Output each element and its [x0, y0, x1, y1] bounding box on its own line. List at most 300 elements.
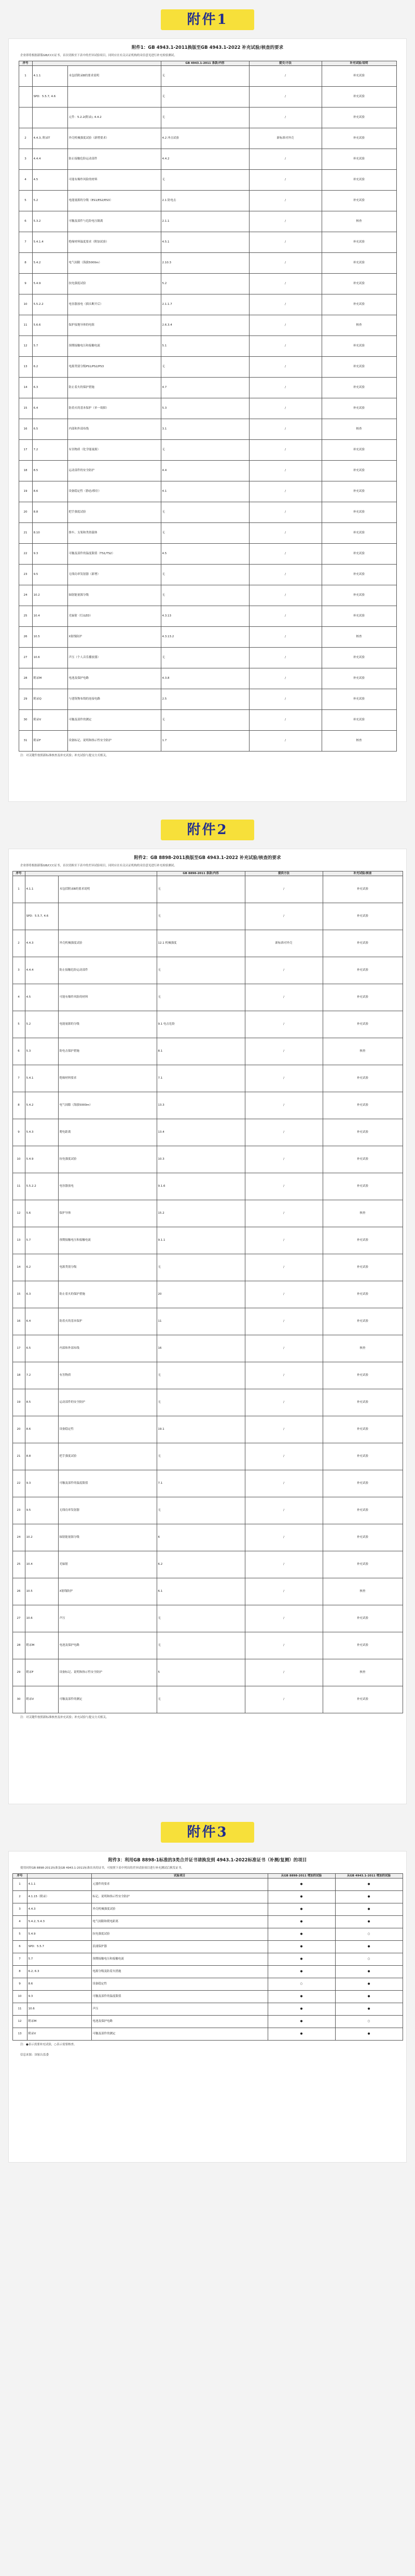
appendix1-header-1	[32, 61, 161, 66]
row-number: 19	[19, 481, 32, 502]
action: 补充试验	[322, 274, 396, 294]
old-clause: 无	[161, 648, 249, 668]
appendix1-header-5: 补充试验/说明	[322, 61, 396, 66]
old-clause: 无	[157, 876, 245, 903]
from-gb8898-mark: ●	[268, 1966, 335, 1978]
new-content: 预期接触电压和接触电流	[58, 1227, 157, 1254]
new-content: 抗电强度试验	[58, 1146, 157, 1173]
method: /	[245, 957, 323, 984]
new-clause: 8.8	[32, 502, 67, 523]
new-content: 电气间隙（海拔5000m）	[58, 1092, 157, 1119]
new-clause: 4.1.1	[32, 66, 67, 87]
new-content: 抗电强度试验	[67, 274, 161, 294]
action: 补充试验	[322, 523, 396, 544]
new-content: 设备稳定性	[58, 1416, 157, 1443]
action: 补充试验	[323, 1227, 403, 1254]
new-clause: 6.5	[25, 1335, 58, 1362]
method: /	[249, 544, 322, 565]
row-number: 12	[12, 1200, 25, 1227]
clause: 5.4.2, 5.4.3	[27, 1916, 91, 1928]
old-clause: 无	[161, 565, 249, 585]
row-number: 1	[12, 1879, 27, 1891]
table-row	[12, 1916, 403, 1928]
new-content	[67, 87, 161, 108]
from-gb4943-mark: ●	[335, 1879, 403, 1891]
row-number: 9	[12, 1978, 27, 1991]
new-clause: 6.4	[25, 1308, 58, 1335]
clause: 5.4.9	[27, 1928, 91, 1941]
row-number: 29	[12, 1659, 25, 1686]
row-number: 21	[19, 523, 32, 544]
action: 补充试验	[322, 336, 396, 357]
old-clause: 无	[157, 1443, 245, 1470]
old-clause: 4.5	[161, 544, 249, 565]
method: /	[249, 648, 322, 668]
appendix3-header-4: 从GB 8898-2011 增加的试验	[268, 1873, 335, 1879]
method: /	[249, 398, 322, 419]
action: 补充试验	[323, 1686, 403, 1713]
row-number: 14	[12, 1254, 25, 1281]
table-row	[12, 1928, 403, 1941]
row-number: 21	[12, 1443, 25, 1470]
new-clause: 5.4.1.4	[32, 232, 67, 253]
old-clause: 4.3.8	[161, 668, 249, 689]
old-clause: 9.1 电击危险	[157, 1011, 245, 1038]
method: /	[245, 1308, 323, 1335]
test-item: 声压	[91, 2003, 268, 2016]
row-number: 11	[12, 1173, 25, 1200]
new-clause: 8.6	[25, 1416, 58, 1443]
new-clause: 8.5	[32, 461, 67, 481]
table-row	[12, 1941, 403, 1953]
method: /	[245, 1146, 323, 1173]
row-number: 9	[12, 1119, 25, 1146]
method: /	[249, 710, 322, 731]
old-clause: 5.3	[161, 398, 249, 419]
appendix-3-source: 信息来源：国家认监委	[20, 2054, 49, 2057]
table-row	[19, 274, 396, 294]
table-row	[12, 1173, 403, 1200]
old-clause: 无	[161, 585, 249, 606]
new-content: 可触及部件与危险电压隔离	[67, 211, 161, 232]
appendix-2-title: 附件2：GB 8898-2011换版至GB 4943.1-2022 补充试验/核查的要求	[134, 855, 281, 861]
old-clause: 6.1	[157, 1578, 245, 1605]
row-number: 30	[19, 710, 32, 731]
new-clause: 6.2	[25, 1254, 58, 1281]
new-content: 无线功率发射器（新增）	[67, 565, 161, 585]
table-row	[12, 1281, 403, 1308]
action: 补充试验	[323, 1119, 403, 1146]
new-content: 电源类别分级	[58, 1254, 157, 1281]
row-number: 25	[12, 1551, 25, 1578]
method: /	[245, 1524, 323, 1551]
method: /	[249, 523, 322, 544]
row-number: 15	[19, 398, 32, 419]
new-clause: 4.1.1	[25, 876, 58, 903]
clause: 4.4.3	[27, 1903, 91, 1916]
action: 补充试验	[323, 1551, 403, 1578]
table-row	[12, 2016, 403, 2028]
method: /	[249, 315, 322, 336]
clause: 附录V	[27, 2028, 91, 2041]
method: /	[249, 191, 322, 211]
new-clause: 6.4	[32, 398, 67, 419]
table-row	[12, 1686, 403, 1713]
row-number: 26	[19, 627, 32, 648]
old-clause: 8.1	[157, 1038, 245, 1065]
table-row	[19, 710, 396, 731]
clause: 10.6	[27, 2003, 91, 2016]
new-content: 声压（个人音乐播放器）	[67, 648, 161, 668]
new-content: 电能量源的分级（ES1/ES2/ES3）	[67, 191, 161, 211]
row-number: 4	[12, 984, 25, 1011]
new-clause: 4.4.3, 附录T	[32, 128, 67, 149]
method: /	[245, 1362, 323, 1389]
method: /	[245, 1281, 323, 1308]
appendix1-header-4: 提交/方法	[249, 61, 322, 66]
row-number: 28	[19, 668, 32, 689]
test-item: 预期接触电压和接触电流	[91, 1953, 268, 1966]
new-content: 电容器放电（插头断开后）	[67, 294, 161, 315]
table-row	[12, 1903, 403, 1916]
method: /	[245, 1443, 323, 1470]
row-number: 6	[12, 1941, 27, 1953]
from-gb8898-mark: ●	[268, 2016, 335, 2028]
old-clause: 15.2	[157, 1200, 245, 1227]
method: /	[249, 66, 322, 87]
action: 补充试验	[323, 1443, 403, 1470]
action: 补充试验	[322, 108, 396, 128]
appendix-2-section	[0, 810, 415, 1813]
row-number: 13	[19, 357, 32, 378]
row-number: 27	[19, 648, 32, 668]
from-gb4943-mark: ●	[335, 1978, 403, 1991]
table-row	[12, 1953, 403, 1966]
row-number: 9	[19, 274, 32, 294]
row-number: 11	[12, 2003, 27, 2016]
appendix-1-card	[8, 38, 407, 802]
table-row	[12, 1092, 403, 1119]
new-content: 光辐射	[58, 1551, 157, 1578]
from-gb8898-mark: ●	[268, 1928, 335, 1941]
table-row	[12, 984, 403, 1011]
old-clause: 无	[157, 1605, 245, 1632]
row-number: 13	[12, 2028, 27, 2041]
old-clause: 6.2	[157, 1551, 245, 1578]
new-clause: 5.7	[25, 1227, 58, 1254]
action: 补充试验	[322, 294, 396, 315]
table-row	[19, 398, 396, 419]
table-row	[12, 1146, 403, 1173]
row-number: 2	[12, 1891, 27, 1903]
old-clause: 5	[157, 1659, 245, 1686]
old-clause: 7.1	[157, 1470, 245, 1497]
row-number: 4	[12, 1916, 27, 1928]
new-clause: 8.5	[25, 1389, 58, 1416]
action: 核查	[323, 1038, 403, 1065]
appendix-3-table	[12, 1873, 403, 2041]
appendix-3-card	[8, 1851, 407, 2163]
new-clause: SPD：5.5.7, 4.6	[25, 903, 58, 930]
old-clause: 无	[161, 87, 249, 108]
method: /	[245, 1497, 323, 1524]
old-clause: 4.4.2	[161, 149, 249, 170]
old-clause: 2.6.3.4	[161, 315, 249, 336]
new-clause: 4.5	[32, 170, 67, 191]
table-row	[19, 66, 396, 87]
table-row	[12, 1879, 403, 1891]
method: /	[249, 232, 322, 253]
method: /	[245, 903, 323, 930]
clause: 8.6	[27, 1978, 91, 1991]
row-number: 16	[19, 419, 32, 440]
test-item: 可触及部件的测定	[91, 2028, 268, 2041]
table-row	[19, 315, 396, 336]
table-row	[19, 357, 396, 378]
method: 新标准对外壳	[249, 128, 322, 149]
new-clause: 5.4.2	[25, 1092, 58, 1119]
new-clause: 10.5	[32, 627, 67, 648]
action: 补充试验	[323, 984, 403, 1011]
test-item: 电池及保护电路	[91, 2016, 268, 2028]
row-number: 2	[12, 930, 25, 957]
old-clause: 9.1.1	[157, 1227, 245, 1254]
action: 补充试验	[323, 1146, 403, 1173]
method: /	[245, 1065, 323, 1092]
method: /	[249, 274, 322, 294]
from-gb8898-mark: ●	[268, 1916, 335, 1928]
row-number: 10	[19, 294, 32, 315]
from-gb8898-mark: ●	[268, 1941, 335, 1953]
new-content: 防着火的基本保护	[58, 1308, 157, 1335]
new-clause: 5.5.2.2	[25, 1173, 58, 1200]
old-clause: 4.1	[161, 481, 249, 502]
table-row	[12, 1200, 403, 1227]
table-row	[19, 149, 396, 170]
table-row	[12, 1308, 403, 1335]
clause: 9.3	[27, 1991, 91, 2003]
from-gb4943-mark: ●	[335, 1903, 403, 1916]
row-number	[19, 87, 32, 108]
method: /	[245, 1659, 323, 1686]
new-content: 把手强度试验	[58, 1443, 157, 1470]
old-clause: 13.3	[157, 1092, 245, 1119]
new-clause: 6.2	[32, 357, 67, 378]
row-number: 14	[19, 378, 32, 398]
action: 补充试验	[323, 876, 403, 903]
table-row	[12, 1416, 403, 1443]
method: /	[245, 1011, 323, 1038]
action: 补充试验	[322, 357, 396, 378]
table-row	[12, 1470, 403, 1497]
table-row	[19, 585, 396, 606]
row-number: 24	[19, 585, 32, 606]
appendix3-header-5: 从GB 4943.1-2011 增加的试验	[335, 1873, 403, 1879]
table-row	[19, 461, 396, 481]
row-number: 17	[12, 1335, 25, 1362]
test-item: 浪涌保护器	[91, 1941, 268, 1953]
table-row	[12, 1362, 403, 1389]
new-clause: 5.4.3	[25, 1119, 58, 1146]
new-clause: 6.3	[25, 1281, 58, 1308]
row-number: 5	[19, 191, 32, 211]
new-clause: 5.4.1	[25, 1065, 58, 1092]
row-number: 31	[19, 731, 32, 752]
table-row	[12, 1389, 403, 1416]
row-number: 7	[19, 232, 32, 253]
method: /	[245, 1119, 323, 1146]
new-clause: 5.3.2	[32, 211, 67, 232]
new-content: 元件：5.2.2(附录), 4.4.2	[67, 108, 161, 128]
from-gb8898-mark: ●	[268, 1879, 335, 1891]
method: /	[249, 731, 322, 752]
appendix3-header-0: 序号	[12, 1873, 27, 1879]
row-number: 18	[12, 1362, 25, 1389]
action: 补充试验	[322, 170, 396, 191]
new-content	[58, 903, 157, 930]
new-clause: 5.4.9	[32, 274, 67, 294]
from-gb8898-mark: ●	[268, 1891, 335, 1903]
table-row	[12, 1891, 403, 1903]
action: 补充试验	[323, 1281, 403, 1308]
clause: 4.1.1	[27, 1879, 91, 1891]
old-clause: 2.10.3	[161, 253, 249, 274]
action: 补充试验	[322, 149, 396, 170]
old-clause: 4.3.13.2	[161, 627, 249, 648]
new-clause: 附录F	[32, 731, 67, 752]
old-clause: 无	[157, 1686, 245, 1713]
new-clause: 5.7	[32, 336, 67, 357]
new-content: 把手强度试验	[67, 502, 161, 523]
new-content: 设备标记、说明和指示性安全防护	[67, 731, 161, 752]
old-clause: 19.1	[157, 1416, 245, 1443]
old-clause: 无	[161, 170, 249, 191]
table-row	[12, 1443, 403, 1470]
old-clause: 11	[157, 1308, 245, 1335]
old-clause: 无	[161, 108, 249, 128]
old-clause: 20	[157, 1281, 245, 1308]
row-number: 13	[12, 1227, 25, 1254]
method: 新标准对外壳	[245, 930, 323, 957]
new-clause: 6.3	[32, 378, 67, 398]
old-clause: 无	[161, 710, 249, 731]
table-row	[19, 211, 396, 232]
new-clause: 9.3	[25, 1470, 58, 1497]
new-content: 电容器放电	[58, 1173, 157, 1200]
from-gb4943-mark: ●	[335, 1891, 403, 1903]
new-clause: 7.2	[25, 1362, 58, 1389]
new-clause: 9.5	[32, 565, 67, 585]
table-row	[12, 1497, 403, 1524]
row-number: 7	[12, 1953, 27, 1966]
method: /	[245, 1335, 323, 1362]
new-content: 防止接触危险运动部件	[67, 149, 161, 170]
new-content: 无线功率发射器	[58, 1497, 157, 1524]
action: 核查	[322, 211, 396, 232]
clause: 6.2, 6.3	[27, 1966, 91, 1978]
method: /	[249, 357, 322, 378]
test-item: 电气间隙和爬电距离	[91, 1916, 268, 1928]
method: /	[245, 1416, 323, 1443]
action: 补充试验	[322, 191, 396, 211]
row-number: 24	[12, 1524, 25, 1551]
row-number: 3	[12, 1903, 27, 1916]
test-item: 元器件的要求	[91, 1879, 268, 1891]
table-row	[19, 502, 396, 523]
method: /	[249, 378, 322, 398]
old-clause: 6	[157, 1524, 245, 1551]
appendix2-header-4: 提供方法	[245, 871, 323, 876]
old-clause: 5.2	[161, 274, 249, 294]
new-clause: 8.6	[32, 481, 67, 502]
old-clause: 12.1 机械强度	[157, 930, 245, 957]
action: 补充试验	[322, 398, 396, 419]
new-content: 内部和外部布线	[67, 419, 161, 440]
action: 补充试验	[322, 378, 396, 398]
method: /	[249, 440, 322, 461]
method: /	[245, 1470, 323, 1497]
row-number: 26	[12, 1578, 25, 1605]
action: 核查	[322, 419, 396, 440]
new-clause: 4.4.3	[25, 930, 58, 957]
new-content: 可触及部件的温度限值（TS1/TS2）	[67, 544, 161, 565]
appendix-1-note: 注：对关键件按照新标准核查及补充试验；补充试验与提交方式相关。	[20, 754, 109, 758]
new-clause: 4.4.4	[25, 957, 58, 984]
old-clause: 无	[157, 984, 245, 1011]
new-clause: SPD：5.5.7, 4.6	[32, 87, 67, 108]
action: 补充试验	[323, 1605, 403, 1632]
appendix2-header-0: 序号	[12, 871, 25, 876]
new-content: 可触及部件的测定	[58, 1686, 157, 1713]
new-clause: 附录M	[25, 1632, 58, 1659]
method: /	[249, 689, 322, 710]
new-content: 辐射能量源分级	[58, 1524, 157, 1551]
new-content: 有害物质	[58, 1362, 157, 1389]
row-number: 20	[19, 502, 32, 523]
new-clause: 附录M	[32, 668, 67, 689]
from-gb8898-mark: ●	[268, 2028, 335, 2041]
row-number: 19	[12, 1389, 25, 1416]
table-row	[12, 1605, 403, 1632]
method: /	[245, 1632, 323, 1659]
appendix1-header-3: GB 4943.1-2011 条款/内容	[161, 61, 249, 66]
new-content: X射线防护	[67, 627, 161, 648]
table-row	[12, 1254, 403, 1281]
new-clause	[32, 108, 67, 128]
action: 补充试验	[322, 710, 396, 731]
old-clause: 无	[157, 1389, 245, 1416]
appendix-3-banner-wrap	[0, 1813, 415, 1851]
row-number: 10	[12, 1146, 25, 1173]
new-clause: 5.6	[25, 1200, 58, 1227]
method: /	[249, 606, 322, 627]
new-content: 电能量源的分级	[58, 1011, 157, 1038]
from-gb4943-mark: ●	[335, 1941, 403, 1953]
action: 核查	[323, 1335, 403, 1362]
action: 补充试验	[322, 253, 396, 274]
row-number: 8	[12, 1966, 27, 1978]
appendix1-header-0: 序号	[19, 61, 32, 66]
old-clause: 5.1	[161, 336, 249, 357]
new-clause: 附录V	[32, 710, 67, 731]
from-gb8898-mark: ●	[268, 1903, 335, 1916]
new-clause: 4.4.4	[32, 149, 67, 170]
row-number: 20	[12, 1416, 25, 1443]
new-clause: 5.4.9	[25, 1146, 58, 1173]
row-number: 17	[19, 440, 32, 461]
table-row	[19, 440, 396, 461]
action: 补充试验	[322, 481, 396, 502]
